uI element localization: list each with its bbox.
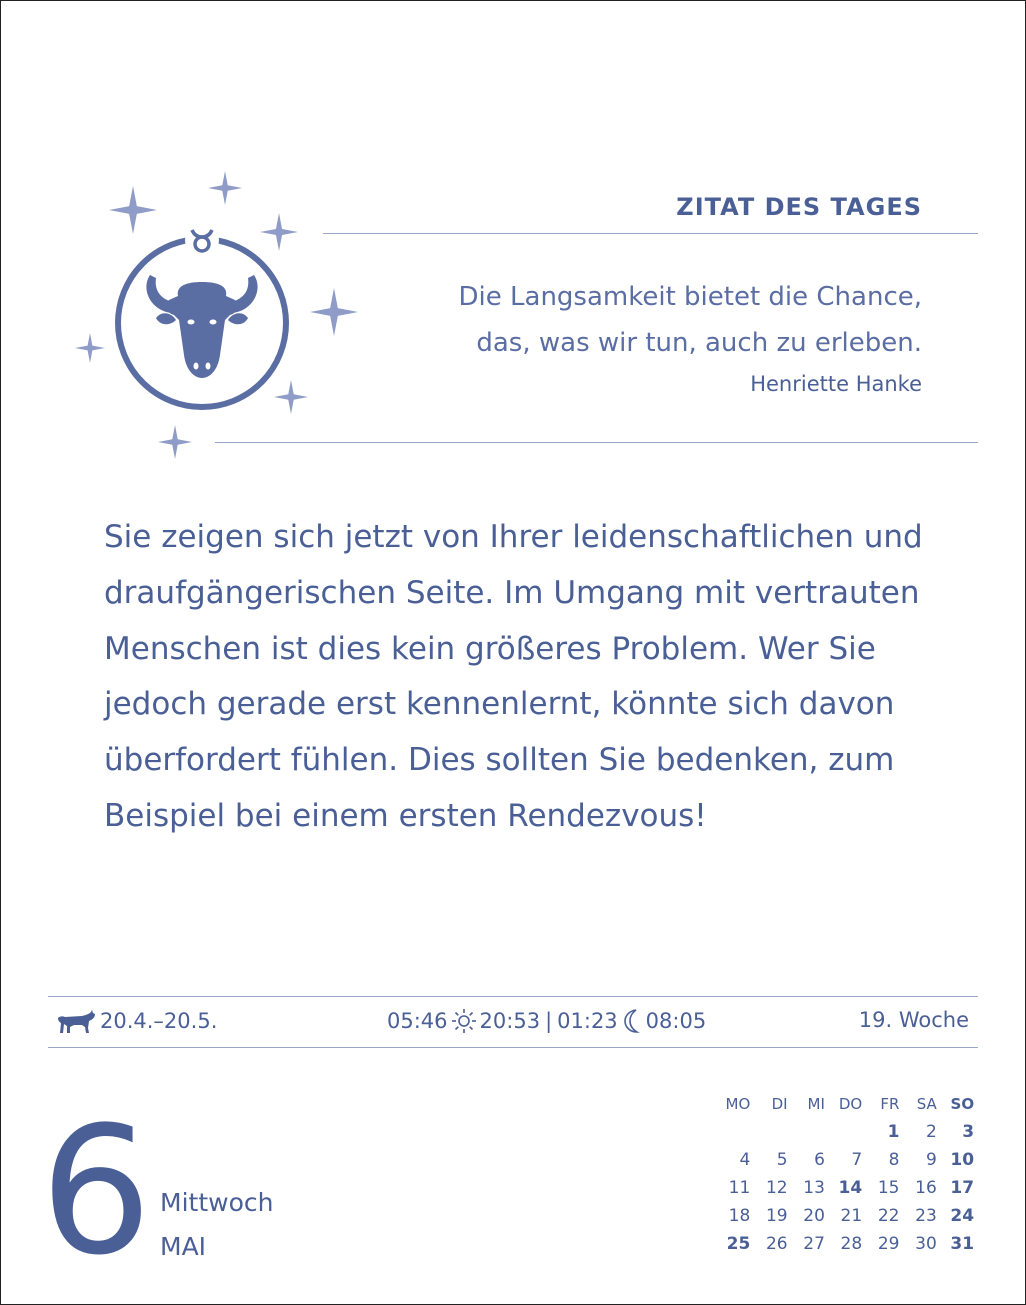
zodiac-range	[56, 1008, 217, 1034]
star-icon	[158, 425, 192, 459]
quote-top-divider	[323, 233, 978, 234]
quote-line: das, was wir tun, auch zu erleben.	[476, 328, 922, 358]
calendar-day: 30	[915, 1234, 937, 1254]
calendar-day: 14	[838, 1178, 863, 1198]
quote-heading: ZITAT DES TAGES	[676, 193, 922, 221]
calendar-day: 25	[726, 1234, 751, 1254]
star-icon	[75, 333, 105, 363]
calendar-day: 28	[840, 1234, 863, 1254]
calendar-week-row	[715, 1118, 977, 1146]
star-icon	[274, 380, 308, 414]
month: MAI	[160, 1232, 207, 1261]
calendar-day: 12	[765, 1178, 788, 1198]
star-icon	[260, 213, 298, 251]
calendar-week-row	[715, 1202, 977, 1230]
calendar-header: SO	[950, 1095, 975, 1113]
crescent-moon-icon	[621, 1008, 643, 1034]
calendar-day: 13	[803, 1178, 825, 1198]
horoscope-line: überfordert fühlen. Dies sollten Sie bedenken, zum	[104, 742, 895, 779]
quote-text	[402, 274, 922, 366]
calendar-day: 20	[803, 1206, 825, 1226]
calendar-header: MO	[725, 1095, 751, 1113]
horoscope-line: Sie zeigen sich jetzt von Ihrer leidenschaftlichen und	[104, 519, 923, 555]
calendar-day: 24	[950, 1206, 975, 1226]
calendar-day: 7	[851, 1150, 863, 1170]
info-bar-top-divider	[48, 996, 978, 997]
sunrise-time: 05:46	[387, 1009, 448, 1033]
calendar-day: 4	[739, 1150, 751, 1170]
weekday: Mittwoch	[160, 1188, 274, 1217]
calendar-day: 16	[915, 1178, 937, 1198]
horoscope-line: Menschen ist dies kein größeres Problem. Wer Sie	[104, 630, 876, 667]
day-number: 6	[40, 1089, 152, 1294]
calendar-day: 9	[925, 1150, 937, 1170]
calendar-day: 6	[814, 1150, 825, 1170]
calendar-day: 2	[925, 1122, 937, 1142]
calendar-day: 10	[950, 1150, 975, 1170]
time-separator: |	[545, 1009, 553, 1033]
month-calendar	[715, 1090, 977, 1258]
calendar-day: 15	[877, 1178, 900, 1198]
week-number: 19. Woche	[858, 1008, 969, 1032]
moonset-time: 08:05	[645, 1009, 707, 1033]
horoscope-text	[104, 510, 944, 845]
calendar-header: SA	[916, 1095, 937, 1113]
calendar-week-row	[715, 1146, 977, 1174]
calendar-day: 27	[803, 1234, 825, 1254]
taurus-emblem	[70, 170, 370, 470]
calendar-header-row	[715, 1090, 977, 1118]
horoscope-line: Beispiel bei einem ersten Rendezvous!	[104, 797, 707, 834]
calendar-day: 22	[877, 1206, 900, 1226]
calendar-header: DO	[838, 1095, 863, 1113]
calendar-header: FR	[880, 1095, 900, 1113]
quote-bottom-divider	[215, 442, 978, 443]
calendar-day: 31	[950, 1234, 975, 1254]
calendar-day: 17	[950, 1178, 975, 1198]
calendar-header: DI	[771, 1095, 788, 1113]
calendar-day: 11	[728, 1178, 751, 1198]
calendar-day: 21	[840, 1206, 863, 1226]
calendar-header: MI	[807, 1095, 825, 1113]
sun-icon	[451, 1008, 477, 1034]
bull-head-icon	[146, 275, 257, 378]
info-bar-bottom-divider	[48, 1047, 978, 1048]
bull-icon	[56, 1008, 96, 1034]
sunset-time: 20:53	[479, 1009, 541, 1033]
moonrise-time: 01:23	[557, 1009, 618, 1033]
calendar-week-row	[715, 1174, 977, 1202]
sun-moon-times	[387, 1008, 706, 1034]
star-icon	[208, 171, 242, 205]
calendar-day: 26	[765, 1234, 788, 1254]
calendar-day: 5	[776, 1150, 788, 1170]
calendar-day: 19	[765, 1206, 788, 1226]
star-icon	[310, 288, 358, 336]
quote-line: Die Langsamkeit bietet die Chance,	[458, 282, 922, 312]
calendar-day: 18	[728, 1206, 751, 1226]
horoscope-line: draufgängerischen Seite. Im Umgang mit vertrauten	[104, 574, 920, 611]
quote-author: Henriette Hanke	[750, 372, 922, 396]
calendar-weeks	[715, 1118, 977, 1258]
horoscope-line: jedoch gerade erst kennenlernt, könnte sich davon	[104, 686, 895, 723]
calendar-week-row	[715, 1230, 977, 1258]
calendar-day: 29	[877, 1234, 900, 1254]
calendar-day: 8	[888, 1150, 900, 1170]
zodiac-range-text: 20.4.–20.5.	[100, 1009, 218, 1033]
calendar-day: 23	[915, 1206, 937, 1226]
calendar-day: 3	[962, 1122, 975, 1142]
star-icon	[109, 186, 157, 234]
calendar-day: 1	[887, 1122, 900, 1142]
